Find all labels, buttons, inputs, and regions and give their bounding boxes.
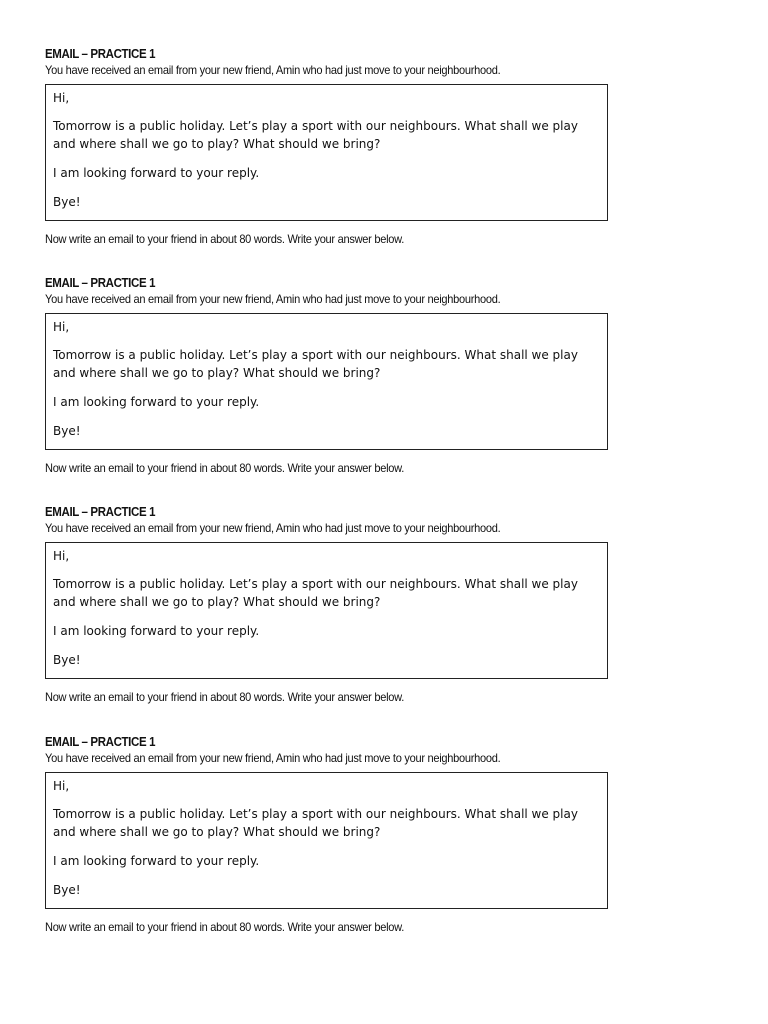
- email-closing: I am looking forward to your reply.: [53, 395, 260, 409]
- email-greeting: Hi,: [53, 779, 70, 793]
- practice-section-2: [45, 276, 608, 476]
- section-instruction: You have received an email from your new friend, Amin who had just move to your neighbourhood.: [45, 521, 501, 535]
- practice-section-4: [45, 735, 608, 935]
- email-box: [45, 313, 608, 450]
- section-title: EMAIL – PRACTICE 1: [45, 505, 156, 519]
- email-body: Tomorrow is a public holiday. Let’s play a sport with our neighbours. What shall we play and where shall we go to play? What should we bring?: [53, 119, 578, 151]
- email-signoff: Bye!: [53, 883, 81, 897]
- email-body: Tomorrow is a public holiday. Let’s play a sport with our neighbours. What shall we play and where shall we go to play? What should we bring?: [53, 348, 578, 380]
- task-instruction: Now write an email to your friend in about 80 words. Write your answer below.: [45, 690, 405, 704]
- email-signoff: Bye!: [53, 424, 81, 438]
- email-closing: I am looking forward to your reply.: [53, 166, 260, 180]
- email-greeting: Hi,: [53, 320, 70, 334]
- task-instruction: Now write an email to your friend in about 80 words. Write your answer below.: [45, 920, 405, 934]
- practice-section-3: [45, 505, 608, 705]
- practice-section-1: [45, 47, 608, 247]
- email-body: Tomorrow is a public holiday. Let’s play a sport with our neighbours. What shall we play and where shall we go to play? What should we bring?: [53, 577, 578, 609]
- task-instruction: Now write an email to your friend in about 80 words. Write your answer below.: [45, 461, 405, 475]
- email-signoff: Bye!: [53, 195, 81, 209]
- email-box: [45, 772, 608, 909]
- section-title: EMAIL – PRACTICE 1: [45, 735, 156, 749]
- email-box: [45, 542, 608, 679]
- email-closing: I am looking forward to your reply.: [53, 854, 260, 868]
- section-instruction: You have received an email from your new friend, Amin who had just move to your neighbourhood.: [45, 751, 501, 765]
- section-title: EMAIL – PRACTICE 1: [45, 276, 156, 290]
- email-body: Tomorrow is a public holiday. Let’s play a sport with our neighbours. What shall we play and where shall we go to play? What should we bring?: [53, 807, 578, 839]
- email-greeting: Hi,: [53, 549, 70, 563]
- email-closing: I am looking forward to your reply.: [53, 624, 260, 638]
- task-instruction: Now write an email to your friend in about 80 words. Write your answer below.: [45, 232, 405, 246]
- section-title: EMAIL – PRACTICE 1: [45, 47, 156, 61]
- email-signoff: Bye!: [53, 653, 81, 667]
- email-box: [45, 84, 608, 221]
- section-instruction: You have received an email from your new friend, Amin who had just move to your neighbourhood.: [45, 63, 501, 77]
- email-greeting: Hi,: [53, 91, 70, 105]
- section-instruction: You have received an email from your new friend, Amin who had just move to your neighbourhood.: [45, 292, 501, 306]
